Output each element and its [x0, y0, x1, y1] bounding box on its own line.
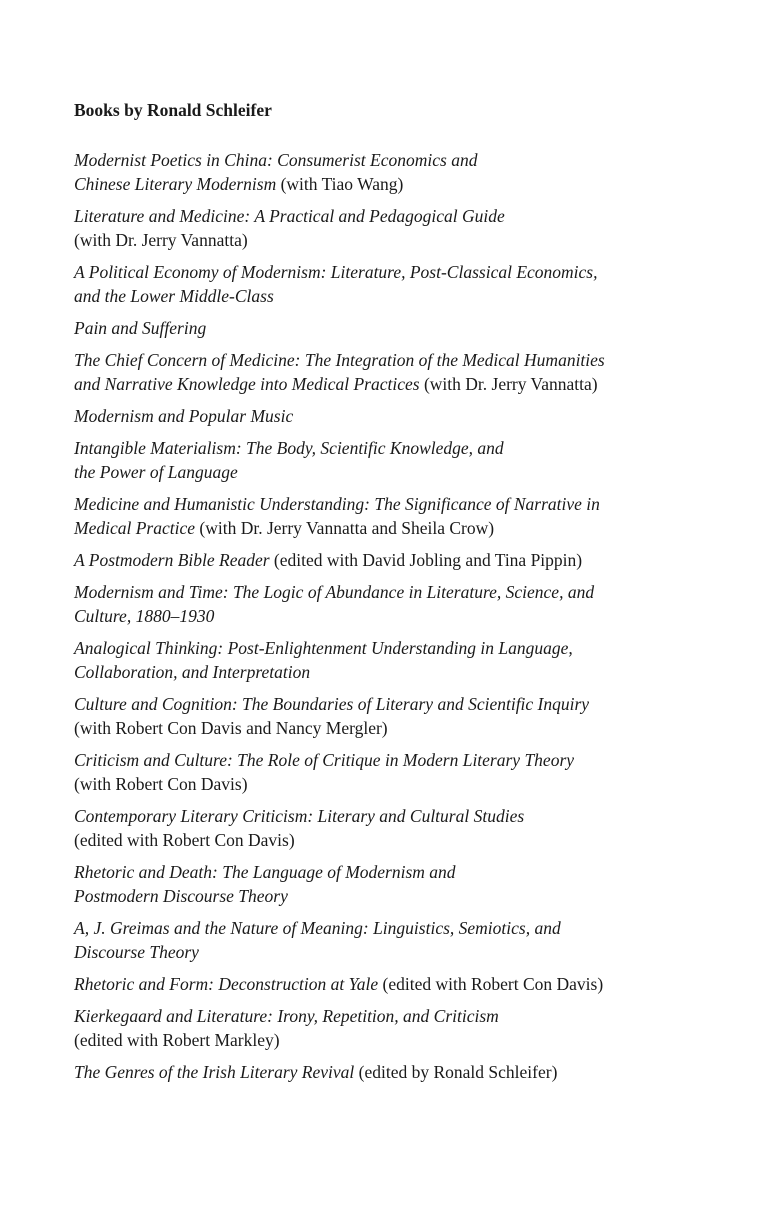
book-entry-line — [74, 804, 774, 828]
book-note: (edited with Robert Con Davis) — [74, 830, 295, 850]
book-title: Discourse Theory — [74, 942, 199, 962]
book-entry-line — [74, 316, 774, 340]
book-entry-line — [74, 580, 774, 604]
book-title: Postmodern Discourse Theory — [74, 886, 288, 906]
book-title: Kierkegaard and Literature: Irony, Repetition, and Criticism — [74, 1006, 499, 1026]
list-item — [74, 348, 774, 396]
book-note: (edited with David Jobling and Tina Pippin) — [269, 550, 583, 570]
book-title: Collaboration, and Interpretation — [74, 662, 311, 682]
book-note: (with Tiao Wang) — [276, 174, 404, 194]
list-item — [74, 260, 774, 308]
book-entry-line — [74, 372, 774, 396]
book-entry-line — [74, 1028, 774, 1052]
book-title: Chinese Literary Modernism — [74, 174, 277, 194]
list-item — [74, 436, 774, 484]
book-title: A Political Economy of Modernism: Literature, Post-Classical Economics, — [74, 262, 598, 282]
book-title: the Power of Language — [74, 462, 238, 482]
list-item — [74, 804, 774, 852]
book-entry-line — [74, 972, 774, 996]
book-note: (with Dr. Jerry Vannatta) — [74, 230, 248, 250]
book-title: Literature and Medicine: A Practical and Pedagogical Guide — [74, 206, 505, 226]
book-entry-line — [74, 516, 774, 540]
list-item — [74, 1060, 774, 1084]
book-title: The Genres of the Irish Literary Revival — [74, 1062, 355, 1082]
book-title: Modernism and Popular Music — [74, 406, 294, 426]
book-entry-line — [74, 436, 774, 460]
book-title: Contemporary Literary Criticism: Literary and Cultural Studies — [74, 806, 525, 826]
book-note: (edited with Robert Markley) — [74, 1030, 280, 1050]
book-note: (with Robert Con Davis) — [74, 774, 248, 794]
list-item — [74, 492, 774, 540]
book-title: Pain and Suffering — [74, 318, 207, 338]
book-entry-line — [74, 260, 774, 284]
list-item — [74, 1004, 774, 1052]
list-item — [74, 916, 774, 964]
book-list — [74, 148, 774, 1084]
list-item — [74, 748, 774, 796]
book-title: Medicine and Humanistic Understanding: The Significance of Narrative in — [74, 494, 600, 514]
book-note: (with Dr. Jerry Vannatta) — [419, 374, 598, 394]
book-entry-line — [74, 548, 774, 572]
list-item — [74, 860, 774, 908]
book-entry-line — [74, 460, 774, 484]
book-title: A, J. Greimas and the Nature of Meaning: Linguistics, Semiotics, and — [74, 918, 561, 938]
list-item — [74, 972, 774, 996]
list-item — [74, 316, 774, 340]
book-title: A Postmodern Bible Reader — [74, 550, 270, 570]
book-title: Rhetoric and Death: The Language of Modernism and — [74, 862, 456, 882]
list-item — [74, 692, 774, 740]
book-entry-line — [74, 860, 774, 884]
book-title: Criticism and Culture: The Role of Critique in Modern Literary Theory — [74, 750, 575, 770]
book-entry-line — [74, 228, 774, 252]
book-title: The Chief Concern of Medicine: The Integration of the Medical Humanities — [74, 350, 605, 370]
book-title: Analogical Thinking: Post-Enlightenment Understanding in Language, — [74, 638, 573, 658]
book-entry-line — [74, 716, 774, 740]
list-item — [74, 548, 774, 572]
book-entry-line — [74, 884, 774, 908]
book-note: (edited by Ronald Schleifer) — [354, 1062, 558, 1082]
book-note: (with Dr. Jerry Vannatta and Sheila Crow) — [195, 518, 495, 538]
book-note: (edited with Robert Con Davis) — [378, 974, 604, 994]
book-entry-line — [74, 1060, 774, 1084]
book-title: Modernist Poetics in China: Consumerist Economics and — [74, 150, 478, 170]
book-title: Modernism and Time: The Logic of Abundance in Literature, Science, and — [74, 582, 595, 602]
book-entry-line — [74, 404, 774, 428]
book-title: and the Lower Middle-Class — [74, 286, 274, 306]
book-entry-line — [74, 348, 774, 372]
book-entry-line — [74, 748, 774, 772]
book-entry-line — [74, 940, 774, 964]
book-title: Medical Practice — [74, 518, 195, 538]
book-title: and Narrative Knowledge into Medical Practices — [74, 374, 420, 394]
book-entry-line — [74, 636, 774, 660]
book-entry-line — [74, 204, 774, 228]
book-entry-line — [74, 772, 774, 796]
list-item — [74, 404, 774, 428]
book-entry-line — [74, 660, 774, 684]
book-title: Intangible Materialism: The Body, Scientific Knowledge, and — [74, 438, 504, 458]
list-item — [74, 204, 774, 252]
book-title: Culture and Cognition: The Boundaries of Literary and Scientific Inquiry — [74, 694, 590, 714]
page-title: Books by Ronald Schleifer — [74, 100, 272, 120]
book-entry-line — [74, 828, 774, 852]
book-entry-line — [74, 148, 774, 172]
book-entry-line — [74, 172, 774, 196]
book-entry-line — [74, 916, 774, 940]
list-item — [74, 580, 774, 628]
book-title: Culture, 1880–1930 — [74, 606, 215, 626]
book-entry-line — [74, 1004, 774, 1028]
book-entry-line — [74, 604, 774, 628]
book-entry-line — [74, 492, 774, 516]
book-entry-line — [74, 284, 774, 308]
book-title: Rhetoric and Form: Deconstruction at Yale — [74, 974, 379, 994]
list-item — [74, 148, 774, 196]
list-item — [74, 636, 774, 684]
book-note: (with Robert Con Davis and Nancy Mergler) — [74, 718, 388, 738]
page — [74, 98, 774, 1092]
book-entry-line — [74, 692, 774, 716]
